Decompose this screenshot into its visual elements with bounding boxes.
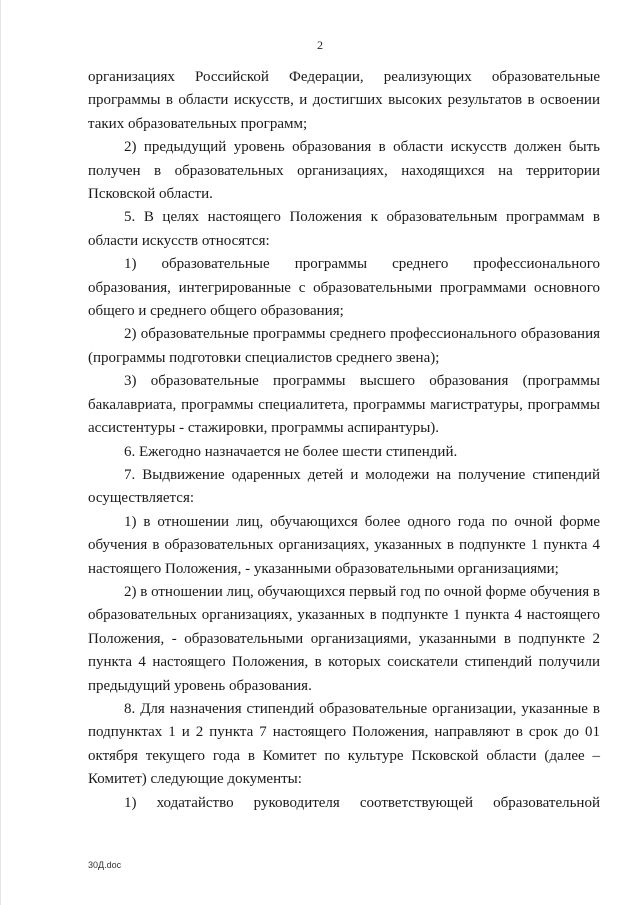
page-number: 2 xyxy=(317,38,323,52)
document-body xyxy=(88,66,600,815)
paragraph-item-5-2: 2) образовательные программы среднего профессионального образования (программы подготовки специалистов среднего звена); xyxy=(88,326,600,366)
paragraph-clause-8: 8. Для назначения стипендий образовательные организации, указанные в подпунктах 1 и 2 пункта 7 настоящего Положения, направляют в срок до 01 октября текущего года в Комитет по культуре Псковской области (далее – Комитет) следующие документы: xyxy=(88,700,600,788)
paragraph-item-4-2: 2) предыдущий уровень образования в области искусств должен быть получен в образовательных организациях, находящихся на территории Псковской области. xyxy=(88,139,600,203)
paragraph-item-5-1: 1) образовательные программы среднего профессионального образования, интегрированные с образовательными программами основного общего и среднего общего образования; xyxy=(88,256,600,320)
paragraph-item-8-1: 1) ходатайство руководителя соответствующей образовательной xyxy=(124,794,600,811)
file-name-footer: 30Д.doc xyxy=(88,860,122,870)
paragraph-item-5-3: 3) образовательные программы высшего образования (программы бакалавриата, программы специалитета, программы магистратуры, программы ассистентуры - стажировки, программы аспирантуры). xyxy=(88,373,600,437)
paragraph-clause-7: 7. Выдвижение одаренных детей и молодежи на получение стипендий осуществляется: xyxy=(88,466,600,507)
paragraph-clause-6: 6. Ежегодно назначается не более шести стипендий. xyxy=(124,443,458,460)
paragraph-item-7-1: 1) в отношении лиц, обучающихся более одного года по очной форме обучения в образовательных организациях, указанных в подпункте 1 пункта 4 настоящего Положения, - указанными образовательными организациями; xyxy=(88,513,600,577)
paragraph-continuation: организациях Российской Федерации, реализующих образовательные программы в области искусств, и достигших высоких результатов в освоении таких образовательных программ; xyxy=(88,69,600,132)
paragraph-item-7-2: 2) в отношении лиц, обучающихся первый год по очной форме обучения в образовательных организациях, указанных в подпункте 1 пункта 4 настоящего Положения, - образовательными организациями, указанными в подпункте 2 пункта 4 настоящего Положения, в которых соискатели стипендий получили предыдущий уровень образования. xyxy=(88,583,600,694)
paragraph-clause-5: 5. В целях настоящего Положения к образовательным программам в области искусств относятся: xyxy=(88,209,600,249)
